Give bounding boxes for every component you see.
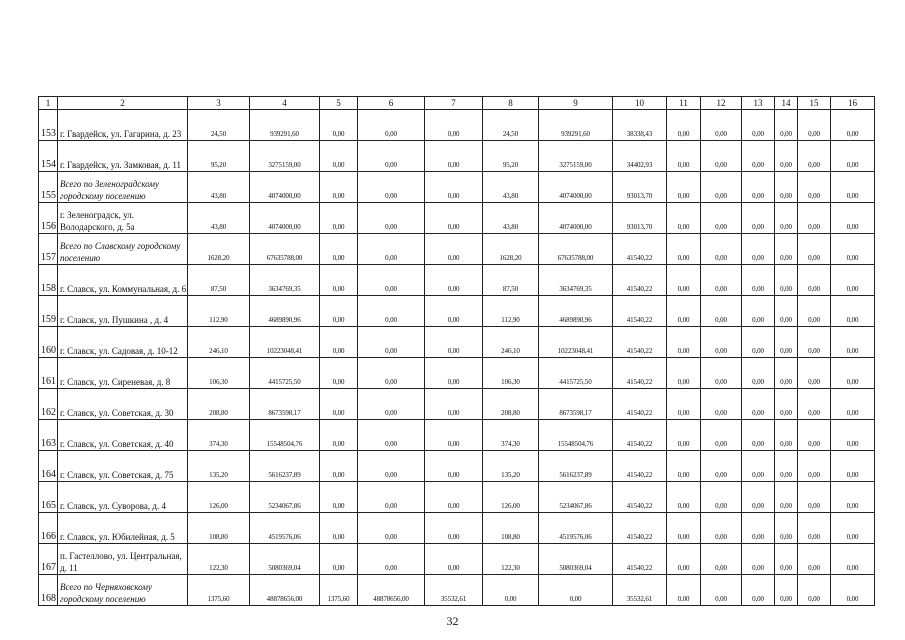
value-cell: 0,00 bbox=[831, 482, 875, 513]
row-number: 165 bbox=[39, 482, 58, 513]
value-cell: 1375,60 bbox=[188, 575, 250, 606]
value-cell: 0,00 bbox=[775, 575, 798, 606]
settlement-total-label: Всего по Зеленоградскому городскому поселению bbox=[58, 172, 188, 203]
value-cell: 41540,22 bbox=[613, 482, 667, 513]
address-cell: г. Зеленоградск, ул. Володарского, д. 5а bbox=[58, 203, 188, 234]
value-cell: 0,00 bbox=[320, 203, 358, 234]
value-cell: 0,00 bbox=[425, 513, 483, 544]
column-header: 1 bbox=[39, 97, 58, 110]
value-cell: 0,00 bbox=[320, 389, 358, 420]
value-cell: 0,00 bbox=[775, 172, 798, 203]
value-cell: 4074000,00 bbox=[250, 203, 320, 234]
value-cell: 41540,22 bbox=[613, 327, 667, 358]
value-cell: 95,20 bbox=[188, 141, 250, 172]
value-cell: 0,00 bbox=[425, 482, 483, 513]
value-cell: 1628,20 bbox=[483, 234, 539, 265]
column-header: 6 bbox=[358, 97, 425, 110]
value-cell: 41540,22 bbox=[613, 358, 667, 389]
value-cell: 0,00 bbox=[701, 389, 742, 420]
value-cell: 0,00 bbox=[425, 420, 483, 451]
table-body bbox=[39, 110, 875, 606]
value-cell: 0,00 bbox=[667, 141, 701, 172]
value-cell: 0,00 bbox=[701, 265, 742, 296]
value-cell: 0,00 bbox=[798, 420, 831, 451]
row-number: 160 bbox=[39, 327, 58, 358]
column-header: 10 bbox=[613, 97, 667, 110]
address-cell: п. Гастеллово, ул. Центральная, д. 11 bbox=[58, 544, 188, 575]
value-cell: 122,30 bbox=[188, 544, 250, 575]
value-cell: 939291,60 bbox=[539, 110, 613, 141]
value-cell: 0,00 bbox=[742, 203, 775, 234]
value-cell: 0,00 bbox=[831, 110, 875, 141]
address-cell: г. Славск, ул. Советская, д. 75 bbox=[58, 451, 188, 482]
value-cell: 0,00 bbox=[425, 451, 483, 482]
value-cell: 0,00 bbox=[798, 513, 831, 544]
value-cell: 0,00 bbox=[667, 234, 701, 265]
value-cell: 0,00 bbox=[358, 513, 425, 544]
value-cell: 41540,22 bbox=[613, 265, 667, 296]
value-cell: 0,00 bbox=[483, 575, 539, 606]
value-cell: 0,00 bbox=[358, 203, 425, 234]
value-cell: 43,80 bbox=[483, 172, 539, 203]
table-row bbox=[39, 172, 875, 203]
value-cell: 35532,61 bbox=[613, 575, 667, 606]
value-cell: 939291,60 bbox=[250, 110, 320, 141]
value-cell: 0,00 bbox=[775, 327, 798, 358]
row-number: 159 bbox=[39, 296, 58, 327]
value-cell: 0,00 bbox=[701, 234, 742, 265]
header-row bbox=[39, 97, 875, 110]
value-cell: 0,00 bbox=[775, 451, 798, 482]
value-cell: 4689890,96 bbox=[250, 296, 320, 327]
value-cell: 35532,61 bbox=[425, 575, 483, 606]
address-cell: г. Славск, ул. Советская, д. 30 bbox=[58, 389, 188, 420]
value-cell: 0,00 bbox=[667, 172, 701, 203]
value-cell: 24,50 bbox=[188, 110, 250, 141]
value-cell: 0,00 bbox=[667, 513, 701, 544]
value-cell: 0,00 bbox=[667, 451, 701, 482]
table-row bbox=[39, 203, 875, 234]
value-cell: 0,00 bbox=[742, 513, 775, 544]
value-cell: 0,00 bbox=[358, 141, 425, 172]
value-cell: 0,00 bbox=[775, 389, 798, 420]
value-cell: 43,80 bbox=[483, 203, 539, 234]
value-cell: 4074000,00 bbox=[539, 172, 613, 203]
value-cell: 0,00 bbox=[701, 575, 742, 606]
value-cell: 4074000,00 bbox=[250, 172, 320, 203]
row-number: 154 bbox=[39, 141, 58, 172]
column-header: 14 bbox=[775, 97, 798, 110]
value-cell: 246,10 bbox=[188, 327, 250, 358]
value-cell: 0,00 bbox=[667, 544, 701, 575]
row-number: 166 bbox=[39, 513, 58, 544]
value-cell: 0,00 bbox=[425, 234, 483, 265]
value-cell: 3634769,35 bbox=[250, 265, 320, 296]
value-cell: 0,00 bbox=[775, 141, 798, 172]
value-cell: 0,00 bbox=[775, 544, 798, 575]
value-cell: 93013,70 bbox=[613, 203, 667, 234]
value-cell: 0,00 bbox=[425, 296, 483, 327]
value-cell: 0,00 bbox=[798, 110, 831, 141]
value-cell: 208,80 bbox=[483, 389, 539, 420]
value-cell: 41540,22 bbox=[613, 296, 667, 327]
value-cell: 0,00 bbox=[358, 296, 425, 327]
table-row bbox=[39, 544, 875, 575]
value-cell: 0,00 bbox=[798, 544, 831, 575]
value-cell: 0,00 bbox=[831, 544, 875, 575]
value-cell: 126,00 bbox=[483, 482, 539, 513]
value-cell: 10223048,41 bbox=[250, 327, 320, 358]
value-cell: 67635788,00 bbox=[250, 234, 320, 265]
value-cell: 0,00 bbox=[831, 172, 875, 203]
value-cell: 0,00 bbox=[742, 234, 775, 265]
value-cell: 0,00 bbox=[667, 420, 701, 451]
value-cell: 8673598,17 bbox=[539, 389, 613, 420]
value-cell: 0,00 bbox=[320, 172, 358, 203]
row-number: 155 bbox=[39, 172, 58, 203]
table-row bbox=[39, 110, 875, 141]
value-cell: 0,00 bbox=[742, 420, 775, 451]
value-cell: 5080369,04 bbox=[250, 544, 320, 575]
column-header: 12 bbox=[701, 97, 742, 110]
value-cell: 0,00 bbox=[358, 265, 425, 296]
value-cell: 0,00 bbox=[831, 141, 875, 172]
value-cell: 41540,22 bbox=[613, 513, 667, 544]
row-number: 158 bbox=[39, 265, 58, 296]
address-cell: г. Гвардейск, ул. Замковая, д. 11 bbox=[58, 141, 188, 172]
value-cell: 0,00 bbox=[798, 141, 831, 172]
value-cell: 0,00 bbox=[667, 327, 701, 358]
row-number: 162 bbox=[39, 389, 58, 420]
address-cell: г. Славск, ул. Советская, д. 40 bbox=[58, 420, 188, 451]
value-cell: 0,00 bbox=[742, 482, 775, 513]
value-cell: 41540,22 bbox=[613, 420, 667, 451]
value-cell: 0,00 bbox=[831, 327, 875, 358]
value-cell: 0,00 bbox=[798, 172, 831, 203]
value-cell: 0,00 bbox=[798, 451, 831, 482]
value-cell: 5616237,89 bbox=[539, 451, 613, 482]
settlement-total-label: Всего по Черняховскому городскому поселению bbox=[58, 575, 188, 606]
value-cell: 0,00 bbox=[742, 141, 775, 172]
value-cell: 0,00 bbox=[798, 234, 831, 265]
address-cell: г. Славск, ул. Суворова, д. 4 bbox=[58, 482, 188, 513]
value-cell: 3275159,00 bbox=[539, 141, 613, 172]
value-cell: 4415725,50 bbox=[539, 358, 613, 389]
value-cell: 0,00 bbox=[701, 482, 742, 513]
value-cell: 0,00 bbox=[831, 451, 875, 482]
value-cell: 95,20 bbox=[483, 141, 539, 172]
value-cell: 0,00 bbox=[701, 110, 742, 141]
table-row bbox=[39, 296, 875, 327]
value-cell: 0,00 bbox=[701, 544, 742, 575]
row-number: 167 bbox=[39, 544, 58, 575]
value-cell: 0,00 bbox=[320, 234, 358, 265]
value-cell: 0,00 bbox=[539, 575, 613, 606]
value-cell: 0,00 bbox=[701, 513, 742, 544]
value-cell: 1375,60 bbox=[320, 575, 358, 606]
address-cell: г. Гвардейск, ул. Гагарина, д. 23 bbox=[58, 110, 188, 141]
row-number: 168 bbox=[39, 575, 58, 606]
value-cell: 0,00 bbox=[831, 296, 875, 327]
value-cell: 0,00 bbox=[798, 482, 831, 513]
value-cell: 0,00 bbox=[701, 451, 742, 482]
value-cell: 0,00 bbox=[742, 358, 775, 389]
value-cell: 246,10 bbox=[483, 327, 539, 358]
row-number: 164 bbox=[39, 451, 58, 482]
value-cell: 0,00 bbox=[831, 203, 875, 234]
value-cell: 43,80 bbox=[188, 203, 250, 234]
value-cell: 4519576,06 bbox=[539, 513, 613, 544]
column-header: 7 bbox=[425, 97, 483, 110]
value-cell: 0,00 bbox=[701, 296, 742, 327]
row-number: 157 bbox=[39, 234, 58, 265]
value-cell: 0,00 bbox=[775, 110, 798, 141]
value-cell: 0,00 bbox=[667, 389, 701, 420]
value-cell: 0,00 bbox=[798, 296, 831, 327]
value-cell: 67635788,00 bbox=[539, 234, 613, 265]
value-cell: 0,00 bbox=[831, 234, 875, 265]
value-cell: 24,50 bbox=[483, 110, 539, 141]
table-row bbox=[39, 358, 875, 389]
value-cell: 0,00 bbox=[320, 544, 358, 575]
table-row bbox=[39, 451, 875, 482]
value-cell: 0,00 bbox=[775, 420, 798, 451]
value-cell: 0,00 bbox=[425, 203, 483, 234]
value-cell: 0,00 bbox=[320, 296, 358, 327]
value-cell: 0,00 bbox=[798, 265, 831, 296]
value-cell: 41540,22 bbox=[613, 234, 667, 265]
value-cell: 41540,22 bbox=[613, 544, 667, 575]
value-cell: 0,00 bbox=[742, 327, 775, 358]
value-cell: 0,00 bbox=[701, 358, 742, 389]
value-cell: 106,30 bbox=[483, 358, 539, 389]
row-number: 156 bbox=[39, 203, 58, 234]
column-header: 4 bbox=[250, 97, 320, 110]
value-cell: 135,20 bbox=[188, 451, 250, 482]
value-cell: 0,00 bbox=[701, 172, 742, 203]
value-cell: 0,00 bbox=[831, 575, 875, 606]
value-cell: 0,00 bbox=[775, 234, 798, 265]
value-cell: 126,00 bbox=[188, 482, 250, 513]
value-cell: 0,00 bbox=[701, 420, 742, 451]
value-cell: 0,00 bbox=[425, 389, 483, 420]
value-cell: 48878656,00 bbox=[358, 575, 425, 606]
value-cell: 1628,20 bbox=[188, 234, 250, 265]
value-cell: 0,00 bbox=[701, 327, 742, 358]
value-cell: 34402,93 bbox=[613, 141, 667, 172]
value-cell: 87,50 bbox=[483, 265, 539, 296]
value-cell: 374,30 bbox=[188, 420, 250, 451]
value-cell: 4519576,06 bbox=[250, 513, 320, 544]
table-row bbox=[39, 482, 875, 513]
address-cell: г. Славск, ул. Сиреневая, д. 8 bbox=[58, 358, 188, 389]
value-cell: 38338,43 bbox=[613, 110, 667, 141]
value-cell: 0,00 bbox=[320, 482, 358, 513]
column-header: 15 bbox=[798, 97, 831, 110]
value-cell: 0,00 bbox=[320, 110, 358, 141]
value-cell: 0,00 bbox=[775, 203, 798, 234]
address-cell: г. Славск, ул. Пушкина , д. 4 bbox=[58, 296, 188, 327]
value-cell: 108,80 bbox=[188, 513, 250, 544]
value-cell: 0,00 bbox=[831, 513, 875, 544]
table-row bbox=[39, 575, 875, 606]
value-cell: 4415725,50 bbox=[250, 358, 320, 389]
table-row bbox=[39, 420, 875, 451]
column-header: 13 bbox=[742, 97, 775, 110]
value-cell: 48878656,00 bbox=[250, 575, 320, 606]
value-cell: 0,00 bbox=[775, 513, 798, 544]
column-header: 5 bbox=[320, 97, 358, 110]
value-cell: 0,00 bbox=[667, 575, 701, 606]
address-cell: г. Славск, ул. Коммунальная, д. 6 bbox=[58, 265, 188, 296]
table-row bbox=[39, 234, 875, 265]
value-cell: 0,00 bbox=[667, 296, 701, 327]
value-cell: 15548504,76 bbox=[250, 420, 320, 451]
value-cell: 0,00 bbox=[425, 327, 483, 358]
value-cell: 0,00 bbox=[798, 203, 831, 234]
value-cell: 0,00 bbox=[742, 544, 775, 575]
table-row bbox=[39, 141, 875, 172]
value-cell: 0,00 bbox=[425, 544, 483, 575]
value-cell: 0,00 bbox=[667, 358, 701, 389]
column-header: 16 bbox=[831, 97, 875, 110]
value-cell: 0,00 bbox=[320, 265, 358, 296]
value-cell: 0,00 bbox=[320, 358, 358, 389]
table-row bbox=[39, 513, 875, 544]
value-cell: 106,30 bbox=[188, 358, 250, 389]
address-cell: г. Славск, ул. Садовая, д. 10-12 bbox=[58, 327, 188, 358]
value-cell: 0,00 bbox=[701, 203, 742, 234]
value-cell: 112,90 bbox=[188, 296, 250, 327]
value-cell: 5080369,04 bbox=[539, 544, 613, 575]
page-number: 32 bbox=[446, 614, 459, 628]
value-cell: 0,00 bbox=[775, 265, 798, 296]
value-cell: 0,00 bbox=[831, 389, 875, 420]
column-header: 2 bbox=[58, 97, 188, 110]
value-cell: 3634769,35 bbox=[539, 265, 613, 296]
value-cell: 0,00 bbox=[667, 110, 701, 141]
value-cell: 0,00 bbox=[425, 358, 483, 389]
row-number: 161 bbox=[39, 358, 58, 389]
table-row bbox=[39, 327, 875, 358]
value-cell: 8673598,17 bbox=[250, 389, 320, 420]
value-cell: 0,00 bbox=[831, 265, 875, 296]
value-cell: 0,00 bbox=[320, 451, 358, 482]
table-row bbox=[39, 265, 875, 296]
value-cell: 0,00 bbox=[320, 327, 358, 358]
value-cell: 0,00 bbox=[742, 575, 775, 606]
value-cell: 41540,22 bbox=[613, 389, 667, 420]
value-cell: 0,00 bbox=[320, 141, 358, 172]
value-cell: 43,80 bbox=[188, 172, 250, 203]
column-header: 8 bbox=[483, 97, 539, 110]
value-cell: 0,00 bbox=[798, 389, 831, 420]
value-cell: 0,00 bbox=[358, 451, 425, 482]
value-cell: 0,00 bbox=[358, 358, 425, 389]
value-cell: 0,00 bbox=[425, 141, 483, 172]
value-cell: 0,00 bbox=[775, 358, 798, 389]
value-cell: 0,00 bbox=[358, 544, 425, 575]
value-cell: 0,00 bbox=[742, 451, 775, 482]
table-row bbox=[39, 389, 875, 420]
value-cell: 0,00 bbox=[425, 172, 483, 203]
value-cell: 0,00 bbox=[798, 358, 831, 389]
value-cell: 0,00 bbox=[775, 296, 798, 327]
column-header: 3 bbox=[188, 97, 250, 110]
value-cell: 0,00 bbox=[742, 265, 775, 296]
value-cell: 0,00 bbox=[425, 265, 483, 296]
value-cell: 15548504,76 bbox=[539, 420, 613, 451]
value-cell: 4689890,96 bbox=[539, 296, 613, 327]
settlement-total-label: Всего по Славскому городскому поселению bbox=[58, 234, 188, 265]
value-cell: 374,30 bbox=[483, 420, 539, 451]
value-cell: 4074000,00 bbox=[539, 203, 613, 234]
value-cell: 0,00 bbox=[320, 420, 358, 451]
value-cell: 41540,22 bbox=[613, 451, 667, 482]
value-cell: 0,00 bbox=[425, 110, 483, 141]
value-cell: 0,00 bbox=[667, 482, 701, 513]
value-cell: 0,00 bbox=[358, 420, 425, 451]
value-cell: 122,30 bbox=[483, 544, 539, 575]
value-cell: 135,20 bbox=[483, 451, 539, 482]
value-cell: 3275159,00 bbox=[250, 141, 320, 172]
value-cell: 0,00 bbox=[742, 110, 775, 141]
column-header: 11 bbox=[667, 97, 701, 110]
value-cell: 0,00 bbox=[358, 389, 425, 420]
value-cell: 10223048,41 bbox=[539, 327, 613, 358]
value-cell: 0,00 bbox=[667, 203, 701, 234]
value-cell: 0,00 bbox=[701, 141, 742, 172]
value-cell: 0,00 bbox=[320, 513, 358, 544]
value-cell: 0,00 bbox=[798, 575, 831, 606]
value-cell: 0,00 bbox=[831, 358, 875, 389]
value-cell: 5234067,86 bbox=[539, 482, 613, 513]
row-number: 163 bbox=[39, 420, 58, 451]
data-table bbox=[38, 96, 875, 606]
value-cell: 0,00 bbox=[831, 420, 875, 451]
value-cell: 208,80 bbox=[188, 389, 250, 420]
value-cell: 0,00 bbox=[358, 234, 425, 265]
value-cell: 0,00 bbox=[798, 327, 831, 358]
value-cell: 0,00 bbox=[667, 265, 701, 296]
value-cell: 0,00 bbox=[775, 482, 798, 513]
value-cell: 5616237,89 bbox=[250, 451, 320, 482]
value-cell: 87,50 bbox=[188, 265, 250, 296]
value-cell: 0,00 bbox=[742, 172, 775, 203]
row-number: 153 bbox=[39, 110, 58, 141]
value-cell: 0,00 bbox=[742, 389, 775, 420]
address-cell: г. Славск, ул. Юбилейная, д. 5 bbox=[58, 513, 188, 544]
value-cell: 0,00 bbox=[358, 327, 425, 358]
value-cell: 108,80 bbox=[483, 513, 539, 544]
value-cell: 0,00 bbox=[358, 482, 425, 513]
value-cell: 0,00 bbox=[358, 172, 425, 203]
value-cell: 112,90 bbox=[483, 296, 539, 327]
value-cell: 5234067,86 bbox=[250, 482, 320, 513]
column-header: 9 bbox=[539, 97, 613, 110]
value-cell: 0,00 bbox=[742, 296, 775, 327]
value-cell: 93013,70 bbox=[613, 172, 667, 203]
value-cell: 0,00 bbox=[358, 110, 425, 141]
